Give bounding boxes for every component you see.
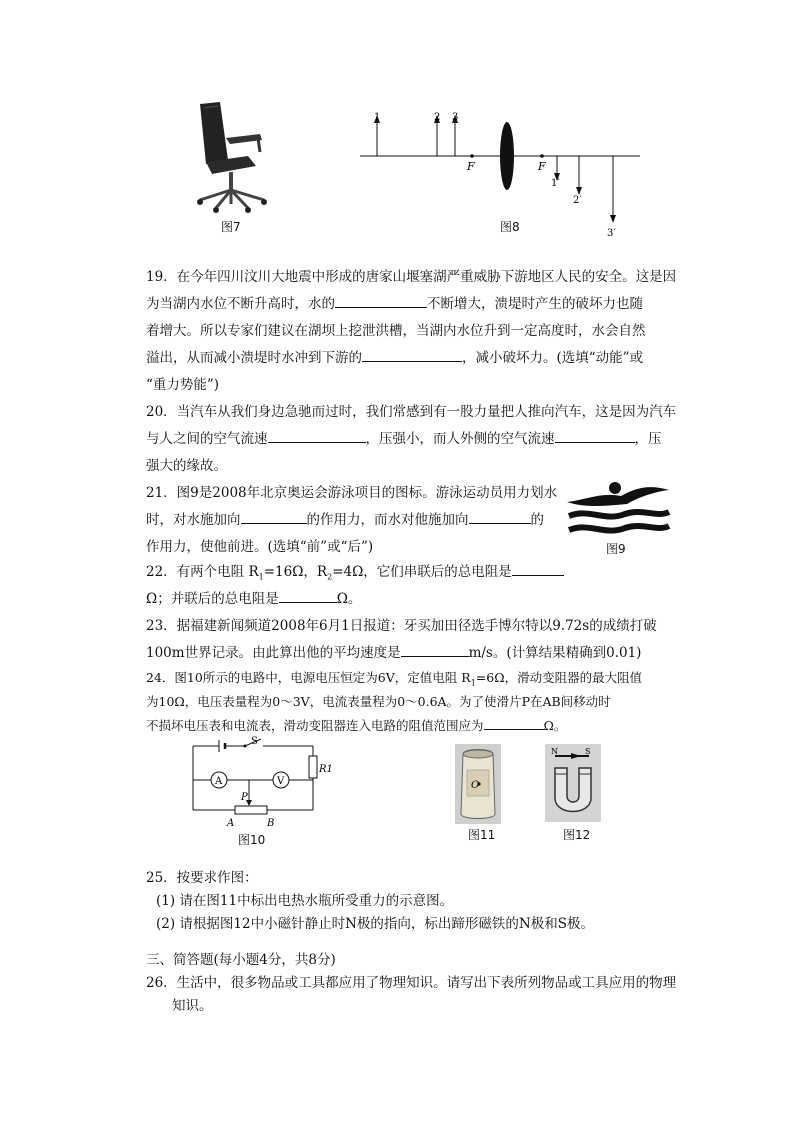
kettle-center-mark: O <box>471 780 480 791</box>
end-a-label: A <box>227 818 235 829</box>
figure-7-caption: 图7 <box>221 220 241 234</box>
office-chair-image <box>186 100 276 215</box>
slider-label: P <box>241 792 248 803</box>
q20-blank-2[interactable] <box>555 430 635 443</box>
q19-line-1: 19．在今年四川汶川大地震中形成的唐家山堰塞湖严重威胁下游地区人民的安全。这是因 <box>146 269 677 285</box>
label-1-prime: 1′ <box>551 178 560 189</box>
q19-line-2: 为当湖内水位不断升高时，水的 不断增大，溃堤时产生的破坏力也随 <box>146 296 643 312</box>
figure-7-chair <box>186 100 276 215</box>
figure-10-caption: 图10 <box>238 833 266 847</box>
q20-line-3: 强大的缘故。 <box>146 458 227 474</box>
figure-11-electric-kettle <box>455 744 501 824</box>
figure-10-circuit <box>185 736 335 831</box>
q20-line-1: 20．当汽车从我们身边急驰而过时，我们常感到有一股力量把人推向汽车，这是因为汽车 <box>146 404 677 420</box>
q20-blank-1[interactable] <box>268 430 366 443</box>
voltmeter-label: V <box>277 776 285 787</box>
q22-line-2: Ω；并联后的总电阻是 Ω。 <box>146 591 362 607</box>
label-3-prime: 3′ <box>607 228 616 239</box>
image-arrow-3 <box>610 156 616 223</box>
focus-right <box>540 154 544 158</box>
q19-line-5: “重力势能”) <box>146 377 220 393</box>
ammeter-label: A <box>215 776 223 787</box>
q24-blank-1[interactable] <box>484 717 544 730</box>
label-2: 2 <box>434 112 441 123</box>
q26-line-1: 26．生活中，很多物品或工具都应用了物理知识。请写出下表所列物品或工具应用的物理 <box>146 975 677 991</box>
switch-label: S <box>251 736 258 747</box>
label-2-prime: 2′ <box>573 195 582 206</box>
image-arrow-2 <box>576 156 582 195</box>
q22-blank-2[interactable] <box>279 590 337 603</box>
label-f-right: F <box>538 160 546 173</box>
q25-line-1: 25．按要求作图： <box>146 870 258 886</box>
q23-line-1: 23．据福建新闻频道2008年6月1日报道：牙买加田径选手博尔特以9.72s的成绩打破 <box>146 618 657 634</box>
figure-9-swimming-icon <box>565 478 671 540</box>
figure-12-caption: 图12 <box>563 828 591 842</box>
q19-blank-2[interactable] <box>362 349 462 362</box>
q20-line-2: 与人之间的空气流速 ，压强小，而人外侧的空气流速 ，压 <box>146 431 662 447</box>
q19-line-3: 着增大。所以专家们建议在湖坝上挖泄洪槽，当湖内水位升到一定高度时，水会自然 <box>146 323 646 339</box>
q21-blank-2[interactable] <box>469 511 531 524</box>
q21-line-3: 作用力，使他前进。(选填“前”或“后”) <box>146 539 374 555</box>
q23-line-2: 100m世界记录。由此算出他的平均速度是 m/s。(计算结果精确到0.01) <box>146 645 642 661</box>
q22-line-1: 22．有两个电阻 $R_1=16\Omega$，$R_2=4\Omega$，它们串联后的总电阻是 <box>146 560 564 582</box>
q25-line-2: (1) 请在图11中标出电热水瓶所受重力的示意图。 <box>156 893 454 909</box>
end-b-label: B <box>267 818 275 829</box>
needle-n-label: N <box>551 747 558 756</box>
q19-line-4: 溢出，从而减小溃堤时水冲到下游的 ，减小破坏力。(选填“动能”或 <box>146 350 644 366</box>
q24-line-2: 为10Ω，电压表量程为0～3V，电流表量程为0～0.6A。为了使滑片P在AB间移动时 <box>146 694 611 709</box>
q23-blank-1[interactable] <box>401 644 469 657</box>
q22-blank-1[interactable] <box>512 563 564 576</box>
figure-12-horseshoe-magnet <box>545 744 601 822</box>
q21-blank-1[interactable] <box>241 511 307 524</box>
figure-9-caption: 图9 <box>606 542 626 556</box>
q24-line-3: 不损坏电压表和电流表，滑动变阻器连入电路的阻值范围应为 Ω。 <box>146 718 567 733</box>
label-3: 3 <box>452 112 459 123</box>
focus-left <box>470 154 474 158</box>
q24-line-1: 24．图10所示的电路中，电源电压恒定为6V，定值电阻 $R_1=6\Omega$，滑动变阻器的最大阻值 <box>146 670 643 688</box>
q19-blank-1[interactable] <box>335 295 427 308</box>
rheostat <box>235 806 267 814</box>
q21-line-1: 21．图9是2008年北京奥运会游泳项目的图标。游泳运动员用力划水 <box>146 485 558 501</box>
figure-8-caption: 图8 <box>500 220 520 234</box>
figure-11-caption: 图11 <box>468 828 496 842</box>
needle-s-label: S <box>585 747 591 756</box>
q25-line-3: (2) 请根据图12中小磁针静止时N极的指向，标出蹄形磁铁的N极和S极。 <box>156 916 594 932</box>
section-3-title: 三、简答题(每小题4分，共8分) <box>146 952 336 968</box>
resistor-r1 <box>309 756 317 778</box>
q26-line-2: 知识。 <box>172 998 213 1014</box>
q21-line-2: 时，对水施加向 的作用力，而水对他施加向 的 <box>146 512 544 528</box>
label-f-left: F <box>467 160 475 173</box>
convex-lens <box>500 122 514 190</box>
resistor-label: R1 <box>319 764 333 775</box>
label-1: 1 <box>374 112 381 123</box>
